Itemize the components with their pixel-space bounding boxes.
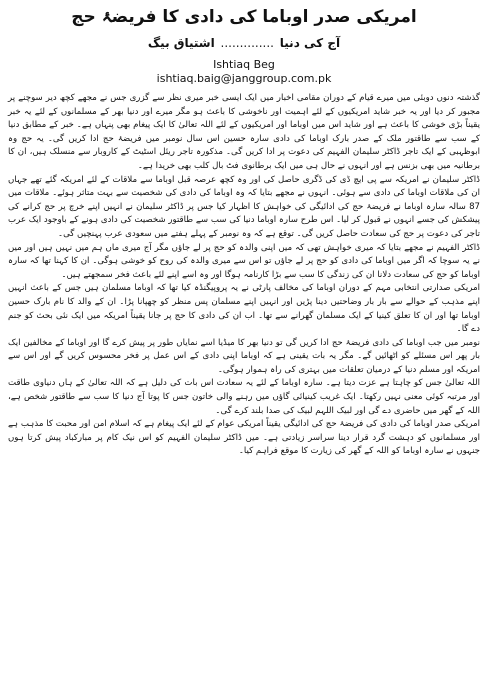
article-paragraph: ڈاکٹر الفہیم نے مجھے بتایا کہ میری خواہش تھی کہ میں اپنی والدہ کو حج پر لے جاؤں مگر آج میری ماں ہم میں نہیں ہیں اور میں نے یہ سوچا کہ اگر میں اوباما کی دادی کو حج پر لے جاؤں تو اس سے میری والدہ کی روح کو خوشی ہوگی۔ ان کا کہنا تھا کہ سارہ اوباما کو حج کی سعادت دلانا ان کی زندگی کا سب سے بڑا کارنامہ ہوگا اور وہ اسے اپنے لئے باعث فخر سمجھتے ہیں۔ [8,242,480,280]
byline-separator: .............. [220,36,274,50]
article-paragraph: اللہ تعالیٰ جس کو چاہتا ہے عزت دیتا ہے۔ سارہ اوباما کے لئے یہ سعادت اس بات کی دلیل ہے کہ اللہ تعالیٰ کے ہاں دنیاوی طاقت اور مرتبہ کوئی معنی نہیں رکھتا۔ ایک غریب کینیائی گاؤں میں رہنے والی خاتون جس کا پوتا آج دنیا کا سب سے طاقتور شخص ہے، اللہ کے گھر میں حاضری دے گی اور لبیک اللہم لبیک کی صدا بلند کرے گی۔ [8,378,480,416]
article-paragraph: ڈاکٹر سلیمان نے امریکہ سے پی ایچ ڈی کی ڈگری حاصل کی اور وہ کچھ عرصہ قبل اوباما سے ملاقات کے لئے امریکہ گئے تھے جہاں ان کی ملاقات اوباما کی دادی سے ہوئی۔ انہوں نے مجھے بتایا کہ وہ اوباما کی دادی کی شخصیت سے بہت متاثر ہوئے۔ ملاقات میں 87 سالہ سارہ اوباما نے فریضۂ حج کی ادائیگی کی خواہش کا اظہار کیا جس پر ڈاکٹر سلیمان نے انہیں اپنے خرچ پر حج کرانے کی پیشکش کی جسے انہوں نے قبول کر لیا۔ اس طرح سارہ اوباما دنیا کی سب سے طاقتور شخصیت کی دادی ہونے کے باوجود ایک عرب تاجر کی دعوت پر حج کی سعادت حاصل کریں گی۔ توقع ہے کہ وہ نومبر کے پہلے ہفتے میں سعودی عرب پہنچیں گی۔ [8,174,480,239]
article-paragraph: امریکی صدارتی انتخابی مہم کے دوران اوباما کی مخالف پارٹی نے یہ پروپیگنڈہ کیا تھا کہ اوباما مسلمان ہیں جس کے باعث انہیں اپنے مذہب کے حوالے سے بار بار وضاحتیں دینا پڑیں اور انہیں اپنے مسلمان پس منظر کو چھپانا پڑا۔ ان کے والد کا نام بارک حسین اوباما تھا اور ان کا تعلق کینیا کے ایک مسلمان گھرانے سے تھا۔ اب ان کی دادی کا حج پر جانا یقیناً امریکہ میں ایک نئی بحث کو جنم دے گا۔ [8,283,480,335]
article-paragraph: نومبر میں جب اوباما کی دادی فریضۂ حج ادا کریں گی تو دنیا بھر کا میڈیا اسے نمایاں طور پر پیش کرے گا اور اوباما کے مخالفین ایک بار پھر اس مسئلے کو اٹھائیں گے۔ مگر یہ بات یقینی ہے کہ اوباما اپنی دادی کے اس عمل پر فخر محسوس کریں گے اور اس سے امریکہ اور مسلم دنیا کے درمیان تعلقات میں بہتری کی راہ ہموار ہوگی۔ [8,337,480,375]
author-name: اشتیاق بیگ [147,36,215,50]
author-name-latin: Ishtiaq Beg [213,58,275,71]
column-name: آج کی دنیا [279,36,341,50]
article-paragraph: گذشتہ دنوں دوبئی میں میرے قیام کے دوران مقامی اخبار میں ایک ایسی خبر میری نظر سے گزری جس نے مجھے کچھ دیر سوچنے پر مجبور کر دیا اور یہ خبر شاید امریکیوں کے لئے اہمیت اور ناخوشی کا باعث ہو مگر میرے اور دنیا بھر کے مسلمانوں کے لئے یہ خبر یقیناً بڑی خوشی کا باعث ہے اور شاید اس میں اوباما اور امریکیوں کے لئے اللہ تعالیٰ کا ایک پیغام بھی پنہاں ہے۔ خبر کے مطابق دنیا کے سب سے طاقتور ملک کے صدر بارک اوباما کی دادی سارہ حسین اس سال نومبر میں فریضۂ حج ادا کریں گی۔ یہ حج وہ ابوظہبی کے ایک تاجر ڈاکٹر سلیمان الفہیم کی دعوت پر ادا کریں گی۔ مذکورہ تاجر ریئل اسٹیٹ کے کاروبار سے منسلک ہیں، ان کا برطانیہ میں بھی بزنس ہے اور انہوں نے حال ہی میں ایک برطانوی فٹ بال کلب بھی خریدا ہے۔ [8,93,480,171]
article-title: امریکی صدر اوباما کی دادی کا فریضۂ حج [71,7,417,27]
article-body [8,92,480,459]
author-email: ishtiaq.baig@janggroup.com.pk [156,72,332,85]
byline [8,34,480,56]
article-paragraph: امریکی صدر اوباما کی دادی کی فریضۂ حج کی ادائیگی یقیناً امریکی عوام کے لئے ایک پیغام ہے کہ اسلام امن اور محبت کا مذہب ہے اور مسلمانوں کو دہشت گرد قرار دینا سراسر زیادتی ہے۔ میں ڈاکٹر سلیمان الفہیم کو اس نیک کام پر مبارکباد پیش کرتا ہوں جنہوں نے سارہ اوباما کو اللہ کے گھر کی زیارت کا موقع فراہم کیا۔ [8,419,480,457]
